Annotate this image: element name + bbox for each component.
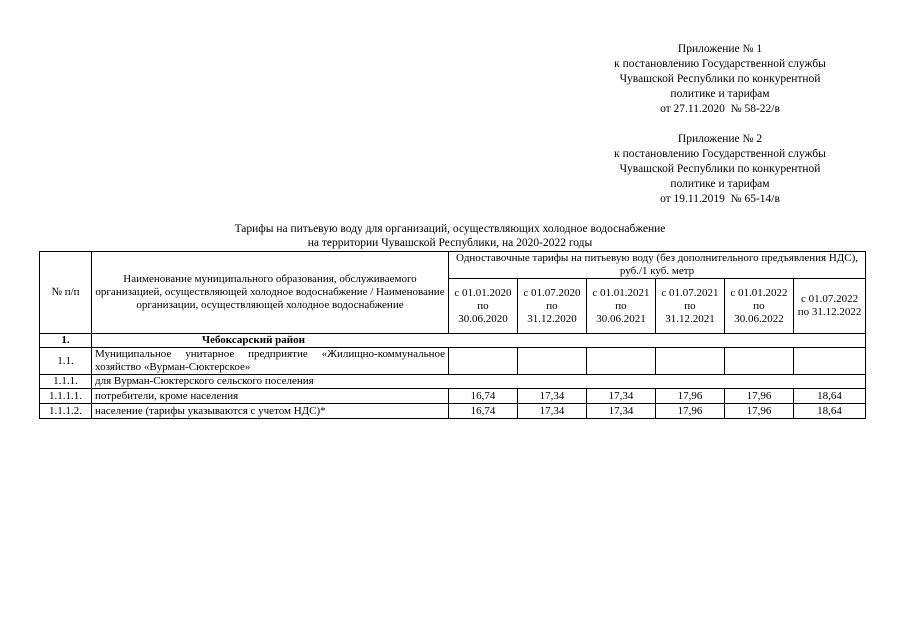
row-name: потребители, кроме населения	[92, 389, 449, 404]
row-value	[449, 348, 518, 375]
row-value	[587, 348, 656, 375]
row-value: 16,74	[449, 389, 518, 404]
row-value	[725, 348, 794, 375]
header-period: с 01.01.2020 по 30.06.2020	[449, 279, 518, 334]
row-num: 1.1.1.	[40, 375, 92, 389]
annex-1-line: к постановлению Государственной службы	[614, 58, 826, 70]
annex-2-line: политике и тарифам	[670, 178, 770, 190]
table-row	[40, 334, 866, 348]
header-num: № п/п	[40, 252, 92, 334]
tariff-table	[39, 251, 866, 419]
row-num: 1.1.	[40, 348, 92, 375]
header-period: с 01.07.2020 по 31.12.2020	[518, 279, 587, 334]
annex-1-line: политике и тарифам	[670, 88, 770, 100]
header-period: с 01.07.2022 по 31.12.2022	[794, 279, 866, 334]
row-value	[794, 348, 866, 375]
row-name: для Вурман-Сюктерского сельского поселения	[92, 375, 866, 389]
row-value: 17,34	[518, 404, 587, 419]
row-num: 1.1.1.1.	[40, 389, 92, 404]
row-value: 17,96	[725, 389, 794, 404]
header-name: Наименование муниципального образования, обслуживаемого организацией, осуществляющей холодное водоснабжение / Наименование организации, осуществляющей холодное водоснабжение	[92, 252, 449, 334]
row-name: Муниципальное унитарное предприятие «Жилищно-коммунальное хозяйство «Вурман-Сюктерское»	[92, 348, 449, 375]
table-row	[40, 404, 866, 419]
annex-2-line: к постановлению Государственной службы	[614, 148, 826, 160]
annex-1-line: Чувашской Республики по конкурентной	[619, 73, 821, 85]
row-value: 17,34	[587, 389, 656, 404]
row-value	[656, 348, 725, 375]
header-period: с 01.07.2021 по 31.12.2021	[656, 279, 725, 334]
row-value: 17,34	[587, 404, 656, 419]
header-period: с 01.01.2021 по 30.06.2021	[587, 279, 656, 334]
annex-1-line: от 27.11.2020 № 58-22/в	[660, 103, 780, 115]
row-name: население (тарифы указываются с учетом НДС)*	[92, 404, 449, 419]
table-row	[40, 348, 866, 375]
row-value: 17,96	[725, 404, 794, 419]
row-value: 17,34	[518, 389, 587, 404]
header-tariff: Одноставочные тарифы на питьевую воду (без дополнительного предъявления НДС), руб./1 куб. метр	[449, 252, 866, 279]
annex-2-line: от 19.11.2019 № 65-14/в	[660, 193, 780, 205]
table-row	[40, 389, 866, 404]
header-period: с 01.01.2022 по 30.06.2022	[725, 279, 794, 334]
row-value: 18,64	[794, 404, 866, 419]
row-value: 16,74	[449, 404, 518, 419]
document-title-line-1: Тарифы на питьевую воду для организаций, осуществляющих холодное водоснабжение	[234, 223, 666, 235]
row-value: 17,96	[656, 404, 725, 419]
row-value	[518, 348, 587, 375]
annex-2-line: Чувашской Республики по конкурентной	[619, 163, 821, 175]
document-title	[140, 222, 760, 250]
annex-2-line: Приложение № 2	[677, 133, 763, 145]
annex-1-line: Приложение № 1	[677, 43, 763, 55]
document-title-line-2: на территории Чувашской Республики, на 2020-2022 годы	[307, 237, 593, 249]
table-row	[40, 375, 866, 389]
row-value: 17,96	[656, 389, 725, 404]
row-value: 18,64	[794, 389, 866, 404]
row-num: 1.	[40, 334, 92, 348]
row-name: Чебоксарский район	[92, 334, 866, 348]
annex-1-header	[590, 42, 850, 117]
row-num: 1.1.1.2.	[40, 404, 92, 419]
annex-2-header	[590, 132, 850, 207]
